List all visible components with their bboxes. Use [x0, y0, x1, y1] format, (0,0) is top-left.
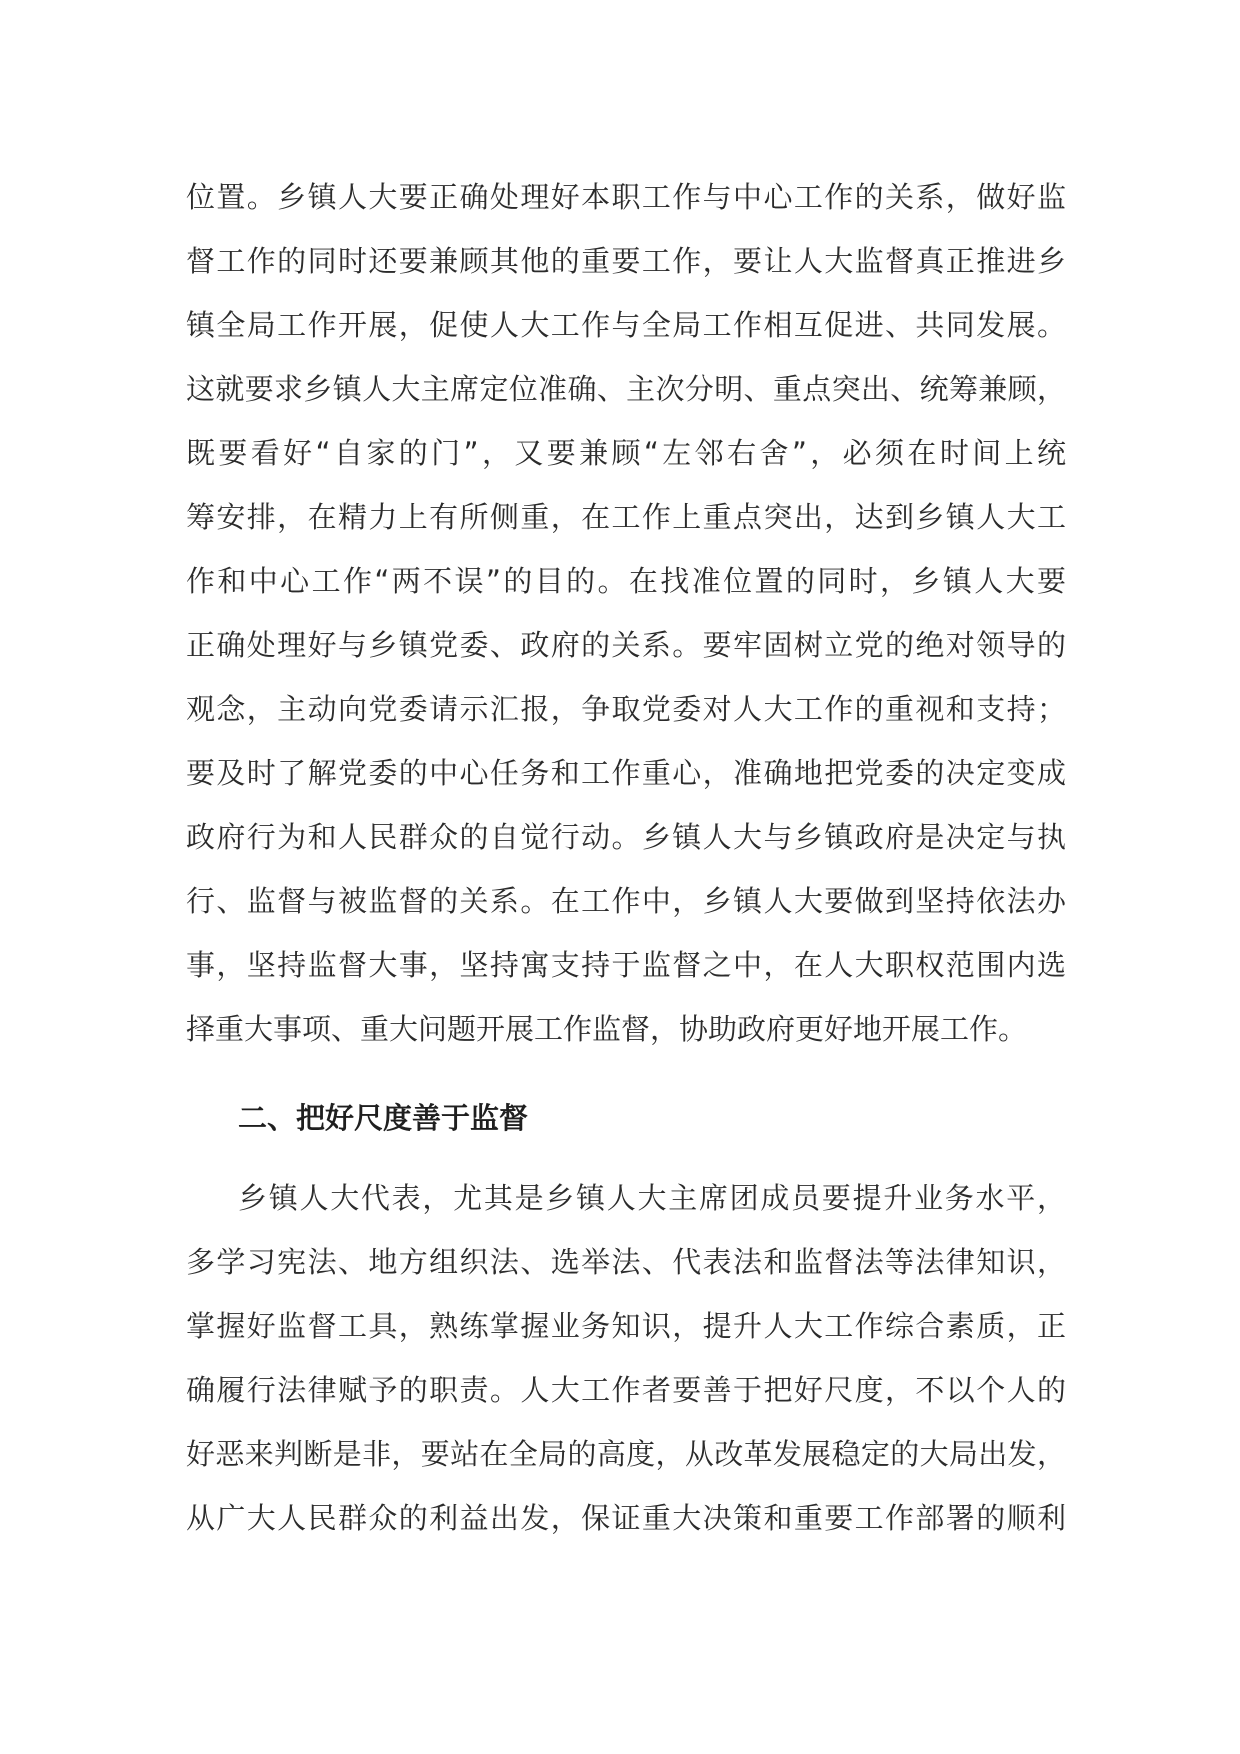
paragraph-line: 行、监督与被监督的关系。在工作中，乡镇人大要做到坚持依法办: [186, 884, 1066, 918]
paragraph-line: 督工作的同时还要兼顾其他的重要工作，要让人大监督真正推进乡: [186, 244, 1066, 278]
paragraph-line: 既要看好“自家的门”，又要兼顾“左邻右舍”，必须在时间上统: [186, 436, 1066, 470]
paragraph-line: 作和中心工作“两不误”的目的。在找准位置的同时，乡镇人大要: [186, 564, 1066, 598]
paragraph-line: 要及时了解党委的中心任务和工作重心，准确地把党委的决定变成: [186, 756, 1066, 790]
paragraph-line: 观念，主动向党委请示汇报，争取党委对人大工作的重视和支持；: [186, 692, 1066, 726]
paragraph-line: 筹安排，在精力上有所侧重，在工作上重点突出，达到乡镇人大工: [186, 500, 1066, 534]
paragraph-line: 这就要求乡镇人大主席定位准确、主次分明、重点突出、统筹兼顾，: [186, 372, 1066, 406]
paragraph-line: 从广大人民群众的利益出发，保证重大决策和重要工作部署的顺利: [186, 1501, 1066, 1535]
paragraph-line: 确履行法律赋予的职责。人大工作者要善于把好尺度，不以个人的: [186, 1373, 1066, 1407]
paragraph-line: 乡镇人大代表，尤其是乡镇人大主席团成员要提升业务水平，: [238, 1181, 1066, 1215]
paragraph-line: 政府行为和人民群众的自觉行动。乡镇人大与乡镇政府是决定与执: [186, 820, 1066, 854]
paragraph-line: 镇全局工作开展，促使人大工作与全局工作相互促进、共同发展。: [186, 308, 1066, 342]
paragraph-line: 正确处理好与乡镇党委、政府的关系。要牢固树立党的绝对领导的: [186, 628, 1066, 662]
paragraph-line: 掌握好监督工具，熟练掌握业务知识，提升人大工作综合素质，正: [186, 1309, 1066, 1343]
paragraph-line: 好恶来判断是非，要站在全局的高度，从改革发展稳定的大局出发，: [186, 1437, 1066, 1471]
paragraph-line: 位置。乡镇人大要正确处理好本职工作与中心工作的关系，做好监: [186, 180, 1066, 214]
paragraph-line: 事，坚持监督大事，坚持寓支持于监督之中，在人大职权范围内选: [186, 948, 1066, 982]
paragraph-position-relations: [186, 165, 1066, 1061]
paragraph-supervision-scale: [186, 1166, 1066, 1550]
paragraph-line: 多学习宪法、地方组织法、选举法、代表法和监督法等法律知识，: [186, 1245, 1066, 1279]
paragraph-line: 择重大事项、重大问题开展工作监督，协助政府更好地开展工作。: [186, 1012, 1028, 1046]
section-heading: 二、把好尺度善于监督: [238, 1101, 529, 1135]
